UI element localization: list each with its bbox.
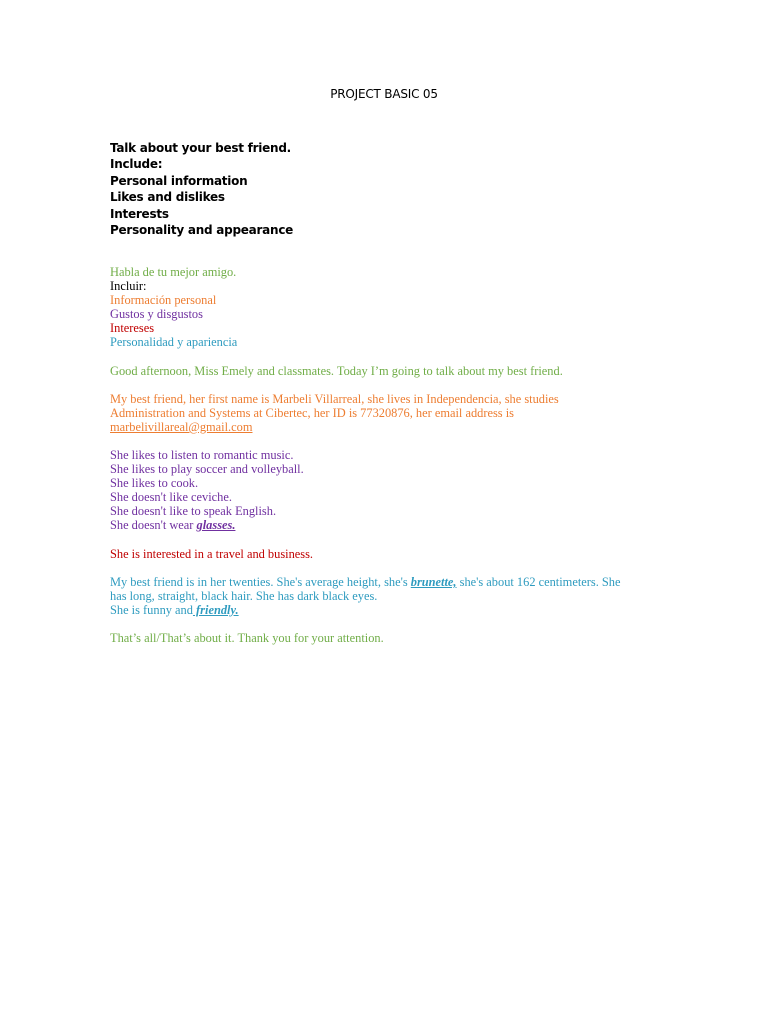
personal-info-line: Administration and Systems at Cibertec, her ID is 77320876, her email address is: [110, 406, 514, 420]
spanish-line: Gustos y disgustos: [110, 307, 203, 321]
personality-line: [110, 603, 670, 617]
document-title: PROJECT BASIC 05: [330, 87, 438, 101]
instruction-line: Talk about your best friend.: [110, 141, 291, 155]
spanish-line: Incluir:: [110, 279, 147, 293]
appearance-paragraph: [110, 575, 670, 617]
likes-line: She likes to cook.: [110, 476, 199, 490]
appearance-line: has long, straight, black hair. She has dark black eyes.: [110, 589, 378, 603]
closing-line: That’s all/That’s about it. Thank you for your attention.: [110, 631, 384, 645]
likes-line: [110, 518, 670, 532]
spanish-line: Información personal: [110, 293, 217, 307]
likes-line: She doesn't like to speak English.: [110, 504, 277, 518]
spanish-line: Personalidad y apariencia: [110, 335, 238, 349]
personality-prefix: She is funny and: [110, 603, 193, 617]
likes-paragraph: [110, 448, 670, 532]
spanish-line: Intereses: [110, 321, 155, 335]
instruction-line: Interests: [110, 206, 169, 221]
brunette-emphasis: brunette,: [410, 575, 457, 589]
likes-line: She likes to listen to romantic music.: [110, 448, 294, 462]
greeting-paragraph: [110, 364, 670, 378]
instruction-line: Personal information: [110, 173, 248, 188]
spanish-translation-block: [110, 265, 670, 349]
instruction-line: Likes and dislikes: [110, 190, 225, 205]
appearance-prefix: My best friend is in her twenties. She's average height, she's: [110, 575, 411, 589]
personal-info-paragraph: [110, 392, 670, 434]
friendly-emphasis: friendly.: [192, 603, 239, 617]
likes-line: She likes to play soccer and volleyball.: [110, 462, 304, 476]
glasses-emphasis: glasses.: [196, 518, 236, 532]
greeting-line: Good afternoon, Miss Emely and classmates. Today I’m going to talk about my best friend.: [110, 364, 563, 378]
appearance-suffix: she's about 162 centimeters. She: [456, 575, 621, 589]
instruction-line: Personality and appearance: [110, 223, 294, 238]
interests-paragraph: [110, 547, 670, 561]
interests-line: She is interested in a travel and business.: [110, 547, 314, 561]
instruction-line: Include:: [110, 157, 163, 172]
spanish-line: Habla de tu mejor amigo.: [110, 265, 237, 279]
email-link[interactable]: marbelivillareal@gmail.com: [110, 420, 253, 434]
appearance-line: [110, 575, 670, 589]
personal-info-line: My best friend, her first name is Marbeli Villarreal, she lives in Independencia, she studies: [110, 392, 559, 406]
likes-last-prefix: She doesn't wear: [110, 518, 197, 532]
closing-paragraph: [110, 631, 670, 645]
instructions-block: [110, 140, 293, 238]
likes-line: She doesn't like ceviche.: [110, 490, 232, 504]
